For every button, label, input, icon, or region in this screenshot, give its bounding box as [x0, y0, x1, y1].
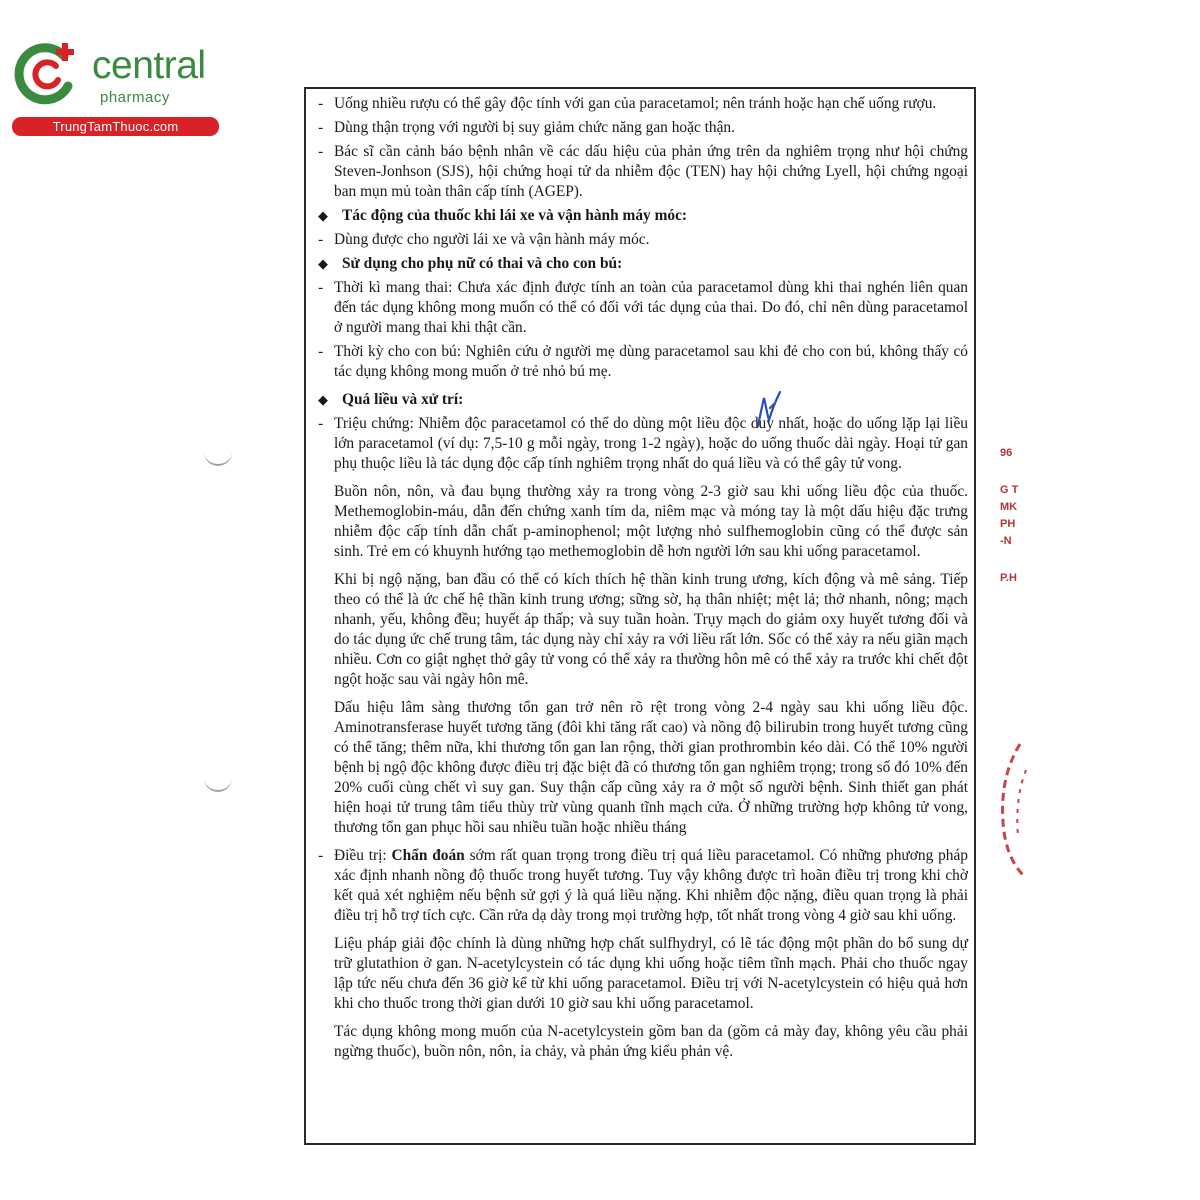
logo-brand-name: central — [92, 44, 206, 87]
paragraph: Liệu pháp giải độc chính là dùng những hợp chất sulfhydryl, có lẽ tác động một phần do bổ sung dự trữ glutathion ở gan. N-acetylcystein có tác dụng khi uống hoặc tiêm tĩnh mạch. Phải cho thuốc ngay lập tức nếu chưa đến 36 giờ kể từ khi uống paracetamol. Điều trị với N-acetylcystein có hiệu quả hơn khi cho thuốc trong thời gian dưới 10 giờ sau khi uống paracetamol. — [334, 935, 968, 1012]
list-item: - Triệu chứng: Nhiễm độc paracetamol có thể do dùng một liều độc duy nhất, hoặc do uống lặp lại liều lớn paracetamol (ví dụ: 7,5-10 g mỗi ngày, trong 1-2 ngày), hoặc do uống thuốc dài ngày. Hoại tử gan phụ thuộc liều là tác dụng độc cấp tính nghiêm trọng nhất do quá liều và có thể gây tử vong. — [318, 415, 968, 472]
paragraph: Buồn nôn, nôn, và đau bụng thường xảy ra trong vòng 2-3 giờ sau khi uống liều độc của thuốc. Methemoglobin-máu, dẫn đến chứng xanh tím da, niêm mạc và móng tay là một dấu hiệu đặc trưng nhiễm độc cấp tính dẫn chất p-aminophenol; một lượng nhỏ sulfhemoglobin cũng có thể được sản sinh. Trẻ em có khuynh hướng tạo methemoglobin dễ hơn người lớn sau khi uống paracetamol. — [334, 483, 968, 560]
binder-hole — [204, 450, 232, 466]
list-item: - Uống nhiều rượu có thể gây độc tính với gan của paracetamol; nên tránh hoặc hạn chế uống rượu. — [318, 95, 937, 112]
binder-hole — [204, 776, 232, 792]
item-text: Uống nhiều rượu có thể gây độc tính với gan của paracetamol; nên tránh hoặc hạn chế uống rượu. — [334, 95, 937, 112]
diamond-bullet-icon: ◆ — [318, 392, 328, 407]
list-item: - Dùng được cho người lái xe và vận hành máy móc. — [318, 231, 650, 248]
item-text: Thời kỳ cho con bú: Nghiên cứu ở người mẹ dùng paracetamol sau khi đẻ cho con bú, không thấy có tác dụng không mong muốn ở trẻ nhỏ bú mẹ. — [334, 343, 968, 380]
list-item: - Thời kỳ cho con bú: Nghiên cứu ở người mẹ dùng paracetamol sau khi đẻ cho con bú, không thấy có tác dụng không mong muốn ở trẻ nhỏ bú mẹ. — [318, 343, 968, 380]
paragraph: Dấu hiệu lâm sàng thương tổn gan trở nên rõ rệt trong vòng 2-4 ngày sau khi uống liều độc. Aminotransferase huyết tương tăng (đôi khi tăng rất cao) và nồng độ bilirubin trong huyết tương cũng có thể tăng; thêm nữa, khi thương tổn gan lan rộng, thời gian prothrombin kéo dài. Có thể 10% người bệnh bị ngộ độc không được điều trị đặc biệt đã có thương tổn gan nghiêm trọng; trong số đó 10% đến 20% cuối cùng chết vì suy gan. Suy thận cấp cũng xảy ra ở một số người bệnh. Sinh thiết gan phát hiện hoại tử trung tâm tiểu thùy trừ vùng quanh tĩnh mạch cửa. Ở những trường hợp không tử vong, thương tổn gan phục hồi sau nhiều tuần hoặc nhiều tháng — [334, 699, 968, 836]
item-text: Bác sĩ cần cảnh báo bệnh nhân về các dấu hiệu của phản ứng trên da nghiêm trọng như hội chứng Steven-Jonhson (SJS), hội chứng hoại tử da nhiễm độc (TEN) hay hội chứng Lyell, hội chứng ngoại ban mụn mủ toàn thân cấp tính (AGEP). — [334, 143, 968, 200]
list-item: - Bác sĩ cần cảnh báo bệnh nhân về các dấu hiệu của phản ứng trên da nghiêm trọng như hội chứng Steven-Jonhson (SJS), hội chứng hoại tử da nhiễm độc (TEN) hay hội chứng Lyell, hội chứng ngoại ban mụn mủ toàn thân cấp tính (AGEP). — [318, 143, 968, 200]
logo-brand-subtitle: pharmacy — [100, 89, 170, 106]
treatment-label: Điều trị: — [334, 847, 387, 864]
item-text: Triệu chứng: Nhiễm độc paracetamol có thể do dùng một liều độc duy nhất, hoặc do uống lặp lại liều lớn paracetamol (ví dụ: 7,5-10 g mỗi ngày, trong 1-2 ngày), hoặc do uống thuốc dài ngày. Hoại tử gan phụ thuộc liều là tác dụng độc cấp tính nghiêm trọng nhất do quá liều và có thể gây tử vong. — [334, 415, 968, 472]
list-item: - Dùng thận trọng với người bị suy giảm chức năng gan hoặc thận. — [318, 119, 735, 136]
handwritten-initials-icon — [752, 388, 786, 430]
item-text: sớm rất quan trọng trong điều trị quá liều paracetamol. Có những phương pháp xác định nhanh nồng độ thuốc trong huyết tương. Tuy vậy không được trì hoãn điều trị trong khi chờ kết quả xét nghiệm nếu bệnh sử gợi ý là quá liều nặng. Khi nhiễm độc nặng, điều quan trọng là phải điều trị hỗ trợ tích cực. Cần rửa dạ dày trong mọi trường hợp, tốt nhất trong vòng 4 giờ sau khi uống. — [334, 847, 968, 924]
item-text: Thời kì mang thai: Chưa xác định được tính an toàn của paracetamol dùng khi thai nghén liên quan đến tác dụng không mong muốn có thể có đối với tác dụng của thai. Do đó, chỉ nên dùng paracetamol ở người mang thai khi thật cần. — [334, 279, 968, 336]
diamond-bullet-icon: ◆ — [318, 208, 328, 223]
section-heading-driving: ◆ Tác động của thuốc khi lái xe và vận hành máy móc: — [318, 207, 688, 224]
pharmacy-logo — [10, 38, 215, 138]
diamond-bullet-icon: ◆ — [318, 256, 328, 271]
list-item: - Thời kì mang thai: Chưa xác định được tính an toàn của paracetamol dùng khi thai nghén liên quan đến tác dụng không mong muốn có thể có đối với tác dụng của thai. Do đó, chỉ nên dùng paracetamol ở người mang thai khi thật cần. — [318, 279, 968, 336]
paragraph: Khi bị ngộ nặng, ban đầu có thể có kích thích hệ thần kinh trung ương, kích động và mê sảng. Tiếp theo có thể là ức chế hệ thần kinh trung ương; sững sờ, hạ thân nhiệt; mệt lả; thở nhanh, nông; mạch nhanh, yếu, không đều; huyết áp thấp; và suy tuần hoàn. Trụy mạch do giảm oxy huyết tương đối và do tác dụng ức chế trung tâm, tác dụng này chỉ xảy ra với liều rất lớn. Sốc có thể xảy ra nếu giãn mạch nhiều. Cơn co giật nghẹt thở gây tử vong có thể xảy ra thường hôn mê có thể xảy ra trước khi chết đột ngột hoặc sau vài ngày hôn mê. — [334, 571, 968, 688]
list-item: - Điều trị: Chẩn đoán sớm rất quan trọng trong điều trị quá liều paracetamol. Có những phương pháp xác định nhanh nồng độ thuốc trong huyết tương. Tuy vậy không được trì hoãn điều trị trong khi chờ kết quả xét nghiệm nếu bệnh sử gợi ý là quá liều nặng. Khi nhiễm độc nặng, điều quan trọng là phải điều trị hỗ trợ tích cực. Cần rửa dạ dày trong mọi trường hợp, tốt nhất trong vòng 4 giờ sau khi uống. — [318, 847, 968, 924]
central-pharmacy-logo-icon — [12, 40, 80, 108]
item-text: Dùng được cho người lái xe và vận hành máy móc. — [334, 231, 650, 248]
item-text: Dùng thận trọng với người bị suy giảm chức năng gan hoặc thận. — [334, 119, 735, 136]
paragraph: Tác dụng không mong muốn của N-acetylcystein gồm ban da (gồm cả mày đay, không yêu cầu phải ngừng thuốc), buồn nôn, nôn, ỉa chảy, và phản ứng kiểu phản vệ. — [334, 1023, 968, 1060]
section-heading-pregnancy: ◆ Sử dụng cho phụ nữ có thai và cho con bú: — [318, 255, 623, 272]
logo-website-url: TrungTamThuoc.com — [12, 117, 219, 136]
leaflet-page — [304, 87, 976, 1145]
treatment-bold: Chẩn đoán — [391, 847, 465, 864]
partial-round-seal-icon — [990, 740, 1030, 880]
section-heading-overdose: ◆ Quá liều và xử trí: — [318, 391, 464, 408]
partial-stamp: 96 G T MK PH -N P.H — [1000, 447, 1019, 584]
